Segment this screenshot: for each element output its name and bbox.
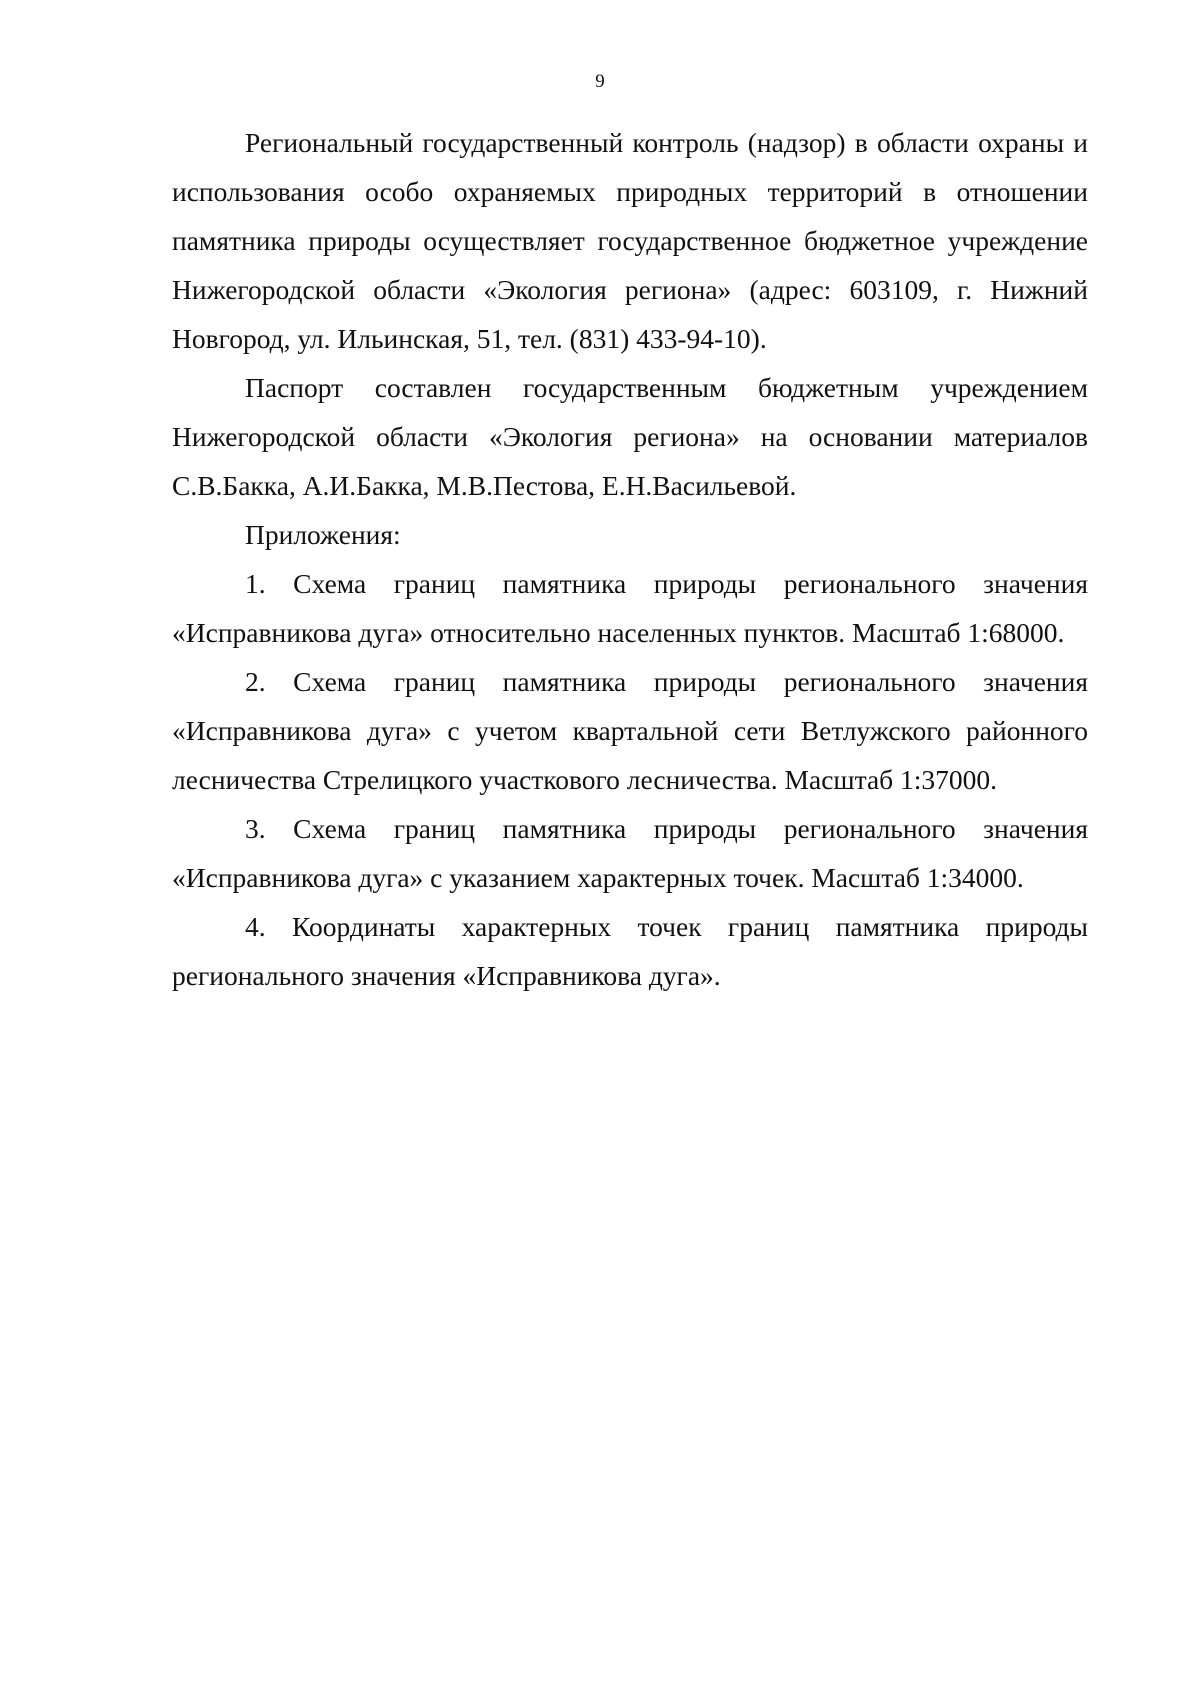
page-number: 9	[595, 71, 605, 92]
paragraph-passport: Паспорт составлен государственным бюджетным учреждением Нижегородской области «Экология региона» на основании материалов С.В.Бакка, А.И.Бакка, М.В.Пестова, Е.Н.Васильевой.	[172, 372, 1088, 501]
document-body	[172, 118, 1088, 1000]
paragraph-control: Региональный государственный контроль (надзор) в области охраны и использования особо охраняемых природных территорий в отношении памятника природы осуществляет государственное бюджетное учреждение Нижегородской области «Экология региона» (адрес: 603109, г. Нижний Новгород, ул. Ильинская, 51, тел. (831) 433-94-10).	[172, 127, 1088, 354]
appendix-item-1: 1. Схема границ памятника природы регионального значения «Исправникова дуга» относительно населенных пунктов. Масштаб 1:68000.	[172, 568, 1088, 648]
appendix-item-3: 3. Схема границ памятника природы регионального значения «Исправникова дуга» с указанием характерных точек. Масштаб 1:34000.	[172, 813, 1088, 893]
appendix-item-2: 2. Схема границ памятника природы регионального значения «Исправникова дуга» с учетом квартальной сети Ветлужского районного лесничества Стрелицкого участкового лесничества. Масштаб 1:37000.	[172, 666, 1088, 795]
appendix-heading: Приложения:	[245, 519, 401, 550]
appendix-item-4: 4. Координаты характерных точек границ памятника природы регионального значения «Исправникова дуга».	[172, 911, 1088, 991]
